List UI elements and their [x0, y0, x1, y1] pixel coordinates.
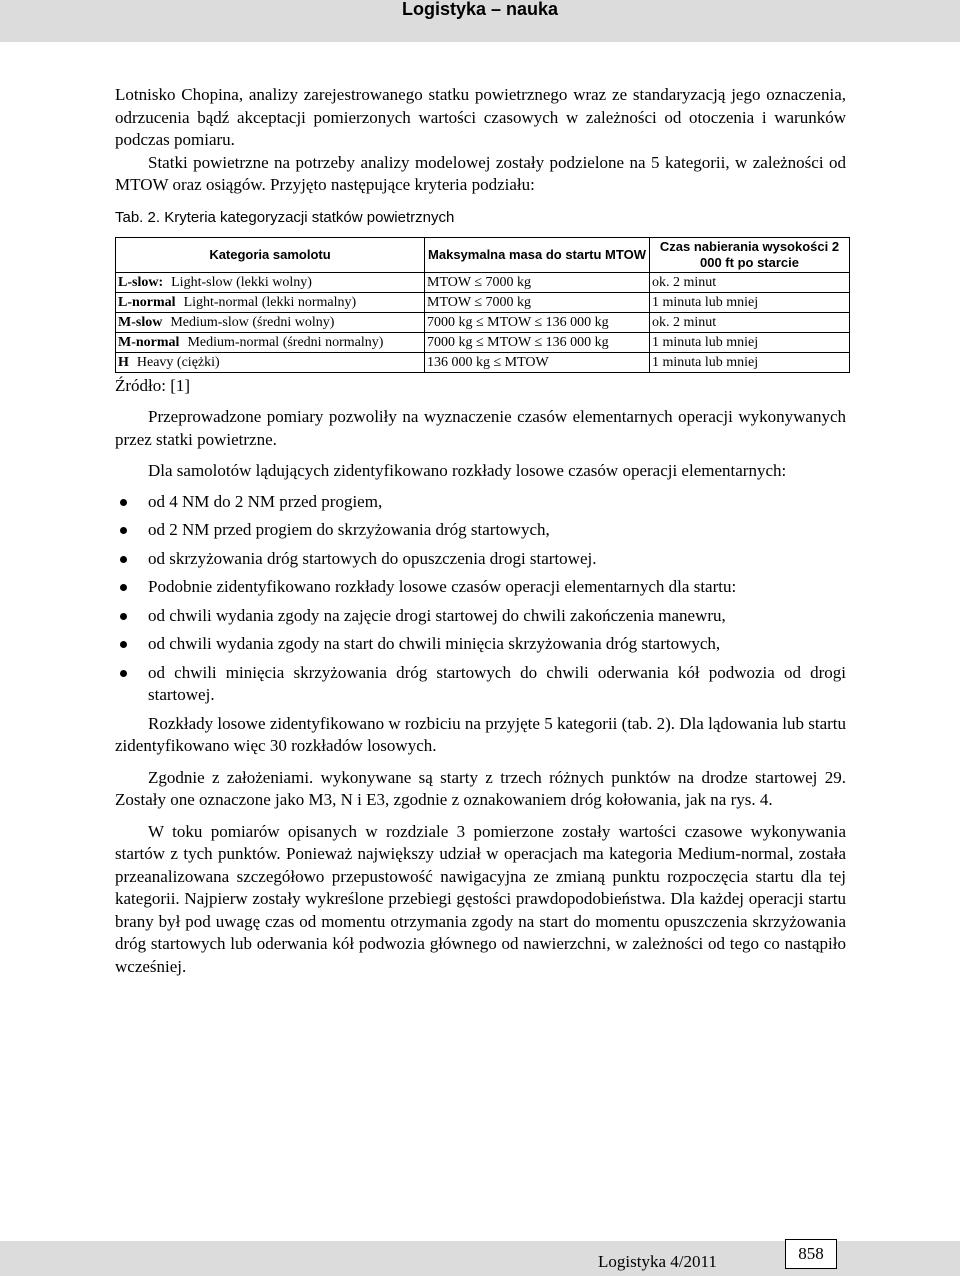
category-cell	[116, 312, 425, 332]
list-item: od chwili minięcia skrzyżowania dróg startowych do chwili oderwania kół podwozia od drogi startowej.	[115, 662, 846, 707]
category-code: H	[118, 354, 129, 370]
mtow-cell: MTOW ≤ 7000 kg	[425, 272, 650, 292]
mtow-cell: 7000 kg ≤ MTOW ≤ 136 000 kg	[425, 312, 650, 332]
category-name: Heavy (ciężki)	[136, 354, 220, 370]
paragraph-7: W toku pomiarów opisanych w rozdziale 3 pomierzone zostały wartości czasowe wykonywania startów z tych punktów. Ponieważ największy udział w operacjach ma kategoria Medium-normal, została przeanalizowana szczegółowo przepustowość nawigacyjna ze zmianą punktu rozpoczęcia startu dla tej kategorii. Najpierw zostały wykreślone przebiegi gęstości prawdopodobieństwa. Dla każdej operacji startu brany był pod uwagę czas od momentu otrzymania zgody na start do momentu opuszczenia skrzyżowania dróg startowych lub oderwania kół podwozia głównego od nawierzchni, w zależności od tego co nastąpiło wcześniej.	[115, 821, 846, 976]
table-caption: Tab. 2. Kryteria kategoryzacji statków powietrznych	[115, 208, 455, 226]
header-mtow: Maksymalna masa do startu MTOW	[425, 237, 650, 272]
list-item: od chwili wydania zgody na zajęcie drogi startowej do chwili zakończenia manewru,	[115, 605, 846, 628]
time-cell: 1 minuta lub mniej	[650, 292, 850, 312]
category-code: L-normal	[118, 294, 176, 310]
journal-name: Logistyka 4/2011	[598, 1252, 717, 1271]
page-number: 858	[785, 1239, 837, 1269]
list-item: Podobnie zidentyfikowano rozkłady losowe czasów operacji elementarnych dla startu:	[115, 576, 846, 599]
page-header	[0, 0, 960, 42]
article-body	[115, 84, 846, 978]
category-cell	[116, 292, 425, 312]
category-table	[115, 237, 850, 373]
bullet-icon	[120, 499, 127, 506]
category-name: Light-slow (lekki wolny)	[171, 274, 312, 290]
table-row	[116, 332, 850, 352]
header-category: Kategoria samolotu	[116, 237, 425, 272]
time-cell: ok. 2 minut	[650, 272, 850, 292]
category-code: M-normal	[118, 334, 180, 350]
paragraph-6: Zgodnie z założeniami. wykonywane są starty z trzech różnych punktów na drodze startowej 29. Zostały one oznaczone jako M3, N i E3, zgodnie z oznakowaniem dróg kołowania, jak na rys. 4.	[115, 767, 846, 809]
category-name: Light-normal (lekki normalny)	[183, 294, 357, 310]
bullet-icon	[120, 613, 127, 620]
category-name: Medium-slow (średni wolny)	[170, 314, 335, 330]
table-row	[116, 272, 850, 292]
mtow-cell: 7000 kg ≤ MTOW ≤ 136 000 kg	[425, 332, 650, 352]
time-cell: 1 minuta lub mniej	[650, 332, 850, 352]
list-item: od skrzyżowania dróg startowych do opuszczenia drogi startowej.	[115, 548, 846, 571]
bullet-icon	[120, 527, 127, 534]
intro-paragraph-1: Lotnisko Chopina, analizy zarejestrowanego statku powietrznego wraz ze standaryzacją jego oznaczenia, odrzucenia bądź akceptacji pomierzonych wartości czasowych w zależności od otoczenia i warunków podczas pomiaru.	[115, 85, 846, 149]
list-item: od 4 NM do 2 NM przed progiem,	[115, 491, 846, 514]
paragraph-3: Przeprowadzone pomiary pozwoliły na wyznaczenie czasów elementarnych operacji wykonywanych przez statki powietrzne.	[115, 407, 846, 449]
bullet-icon	[120, 556, 127, 563]
bullet-icon	[120, 584, 127, 591]
table-source: Źródło: [1]	[115, 375, 191, 395]
bullet-icon	[120, 670, 127, 677]
header-climb-time: Czas nabierania wysokości 2 000 ft po starcie	[650, 237, 850, 272]
list-item: od chwili wydania zgody na start do chwili minięcia skrzyżowania dróg startowych,	[115, 633, 846, 656]
list-item: od 2 NM przed progiem do skrzyżowania dróg startowych,	[115, 519, 846, 542]
operations-list	[115, 491, 846, 707]
category-code: M-slow	[118, 314, 163, 330]
bullet-icon	[120, 641, 127, 648]
table-row	[116, 352, 850, 372]
time-cell: ok. 2 minut	[650, 312, 850, 332]
category-code: L-slow:	[118, 274, 164, 290]
intro-paragraph-2: Statki powietrzne na potrzeby analizy modelowej zostały podzielone na 5 kategorii, w zależności od MTOW oraz osiągów. Przyjęto następujące kryteria podziału:	[115, 152, 846, 194]
table-header-row	[116, 237, 850, 272]
table-row	[116, 312, 850, 332]
table-row	[116, 292, 850, 312]
category-cell	[116, 272, 425, 292]
header-title: Logistyka – nauka	[401, 0, 559, 19]
paragraph-4: Dla samolotów lądujących zidentyfikowano rozkłady losowe czasów operacji elementarnych:	[148, 461, 787, 480]
time-cell: 1 minuta lub mniej	[650, 352, 850, 372]
mtow-cell: MTOW ≤ 7000 kg	[425, 292, 650, 312]
mtow-cell: 136 000 kg ≤ MTOW	[425, 352, 650, 372]
category-cell	[116, 352, 425, 372]
category-name: Medium-normal (średni normalny)	[187, 334, 384, 350]
category-cell	[116, 332, 425, 352]
paragraph-5: Rozkłady losowe zidentyfikowano w rozbiciu na przyjęte 5 kategorii (tab. 2). Dla lądowania lub startu zidentyfikowano więc 30 rozkładów losowych.	[115, 713, 846, 755]
